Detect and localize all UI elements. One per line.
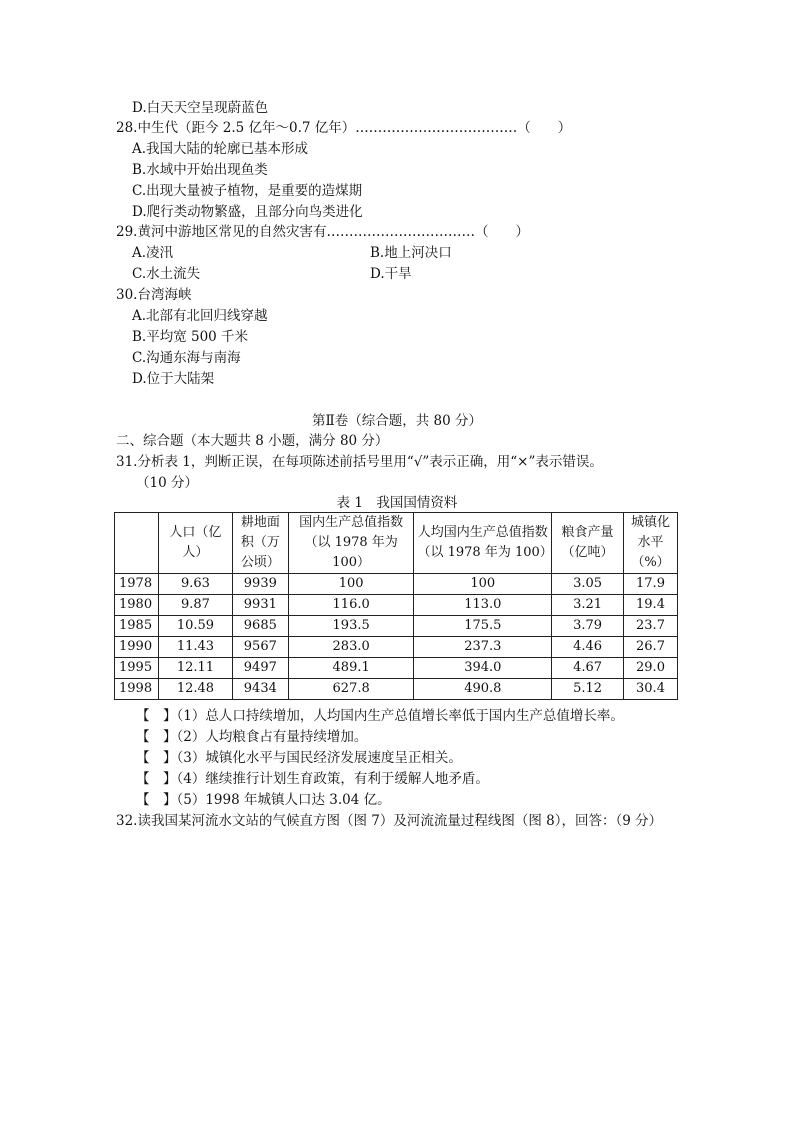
answer-bracket[interactable]: 【 】 <box>136 750 177 766</box>
header-urbanization: 城镇化水平（%） <box>623 513 677 574</box>
q31-score: （10 分） <box>136 475 198 491</box>
cell-farmland: 9567 <box>232 637 288 658</box>
cell-urbanization: 26.7 <box>623 637 677 658</box>
cell-farmland: 9939 <box>232 574 288 595</box>
cell-year: 1980 <box>115 595 159 616</box>
cell-population: 9.87 <box>158 595 232 616</box>
cell-per-capita-gdp-index: 237.3 <box>414 637 552 658</box>
cell-farmland: 9434 <box>232 679 288 700</box>
cell-urbanization: 19.4 <box>623 595 677 616</box>
national-data-table <box>114 512 678 700</box>
cell-urbanization: 17.9 <box>623 574 677 595</box>
cell-grain: 3.05 <box>552 574 624 595</box>
cell-urbanization: 29.0 <box>623 658 677 679</box>
cell-population: 12.11 <box>158 658 232 679</box>
q32-stem: 32.读我国某河流水文站的气候直方图（图 7）及河流流量过程线图（图 8），回答：（9 分） <box>116 813 663 829</box>
q28-option-a: A.我国大陆的轮廓已基本形成 <box>132 141 309 157</box>
cell-per-capita-gdp-index: 490.8 <box>414 679 552 700</box>
header-grain: 粮食产量（亿吨） <box>552 513 624 574</box>
q28-option-c: C.出现大量被子植物，是重要的造煤期 <box>132 183 363 199</box>
q27-option-d: D.白天天空呈现蔚蓝色 <box>132 100 269 116</box>
cell-per-capita-gdp-index: 175.5 <box>414 616 552 637</box>
cell-grain: 3.21 <box>552 595 624 616</box>
cell-farmland: 9685 <box>232 616 288 637</box>
table-row <box>115 679 678 700</box>
q30-stem: 30.台湾海峡 <box>116 287 192 303</box>
header-year <box>115 513 159 574</box>
q30-option-d: D.位于大陆架 <box>132 371 215 387</box>
cell-population: 12.48 <box>158 679 232 700</box>
statement-text: （2）人均粮食占有量持续增加。 <box>176 729 368 745</box>
cell-year: 1985 <box>115 616 159 637</box>
cell-population: 11.43 <box>158 637 232 658</box>
q31-statement-5 <box>136 790 391 810</box>
cell-grain: 4.46 <box>552 637 624 658</box>
cell-year: 1978 <box>115 574 159 595</box>
header-gdp-index: 国内生产总值指数（以 1978 年为 100） <box>288 513 414 574</box>
section-title: 第Ⅱ卷（综合题，共 80 分） <box>312 413 482 429</box>
cell-year: 1998 <box>115 679 159 700</box>
statement-text: （3）城镇化水平与国民经济发展速度呈正相关。 <box>176 750 462 766</box>
q30-option-b: B.平均宽 500 千米 <box>132 329 249 345</box>
cell-per-capita-gdp-index: 113.0 <box>414 595 552 616</box>
cell-year: 1995 <box>115 658 159 679</box>
q31-statement-3 <box>136 748 462 768</box>
cell-farmland: 9931 <box>232 595 288 616</box>
cell-farmland: 9497 <box>232 658 288 679</box>
table-row <box>115 595 678 616</box>
q31-statement-4 <box>136 769 489 789</box>
table-header-row <box>115 513 678 574</box>
cell-gdp-index: 489.1 <box>288 658 414 679</box>
q28-option-d: D.爬行类动物繁盛，且部分向鸟类进化 <box>132 204 363 220</box>
cell-per-capita-gdp-index: 100 <box>414 574 552 595</box>
cell-urbanization: 30.4 <box>623 679 677 700</box>
statement-text: （1）总人口持续增加，人均国内生产总值增长率低于国内生产总值增长率。 <box>176 708 624 724</box>
q29-stem: 29.黄河中游地区常见的自然灾害有……………………………（ ） <box>116 224 529 240</box>
answer-bracket[interactable]: 【 】 <box>136 771 177 787</box>
cell-population: 9.63 <box>158 574 232 595</box>
table-caption: 表 1 我国国情资料 <box>336 495 458 511</box>
table-row <box>115 637 678 658</box>
cell-gdp-index: 100 <box>288 574 414 595</box>
q29-option-c: C.水土流失 <box>132 266 201 282</box>
q28-option-b: B.水域中开始出现鱼类 <box>132 162 268 178</box>
answer-bracket[interactable]: 【 】 <box>136 729 177 745</box>
q30-option-a: A.北部有北回归线穿越 <box>132 308 268 324</box>
answer-bracket[interactable]: 【 】 <box>136 708 177 724</box>
statement-text: （4）继续推行计划生育政策，有利于缓解人地矛盾。 <box>176 771 489 787</box>
cell-population: 10.59 <box>158 616 232 637</box>
table-row <box>115 658 678 679</box>
q29-option-d: D.干旱 <box>370 266 412 282</box>
header-per-capita-gdp-index: 人均国内生产总值指数（以 1978 年为 100） <box>414 513 552 574</box>
cell-grain: 3.79 <box>552 616 624 637</box>
cell-gdp-index: 283.0 <box>288 637 414 658</box>
q29-option-b: B.地上河决口 <box>370 245 452 261</box>
cell-gdp-index: 193.5 <box>288 616 414 637</box>
cell-grain: 4.67 <box>552 658 624 679</box>
header-farmland: 耕地面积（万公顷） <box>232 513 288 574</box>
table-row <box>115 616 678 637</box>
answer-bracket[interactable]: 【 】 <box>136 792 177 808</box>
q31-stem: 31.分析表 1，判断正误，在每项陈述前括号里用“√”表示正确，用“×”表示错误。 <box>116 454 603 470</box>
q30-option-c: C.沟通东海与南海 <box>132 350 241 366</box>
q31-statement-1 <box>136 706 624 726</box>
section-heading: 二、综合题（本大题共 8 小题，满分 80 分） <box>116 433 389 449</box>
table-row <box>115 574 678 595</box>
cell-gdp-index: 627.8 <box>288 679 414 700</box>
header-population: 人口（亿人） <box>158 513 232 574</box>
q31-statement-2 <box>136 727 367 747</box>
cell-urbanization: 23.7 <box>623 616 677 637</box>
cell-gdp-index: 116.0 <box>288 595 414 616</box>
q29-option-a: A.凌汛 <box>132 245 174 261</box>
statement-text: （5）1998 年城镇人口达 3.04 亿。 <box>176 792 391 808</box>
q28-stem: 28.中生代（距今 2.5 亿年～0.7 亿年）………………………………（ ） <box>116 120 572 136</box>
cell-per-capita-gdp-index: 394.0 <box>414 658 552 679</box>
cell-grain: 5.12 <box>552 679 624 700</box>
cell-year: 1990 <box>115 637 159 658</box>
